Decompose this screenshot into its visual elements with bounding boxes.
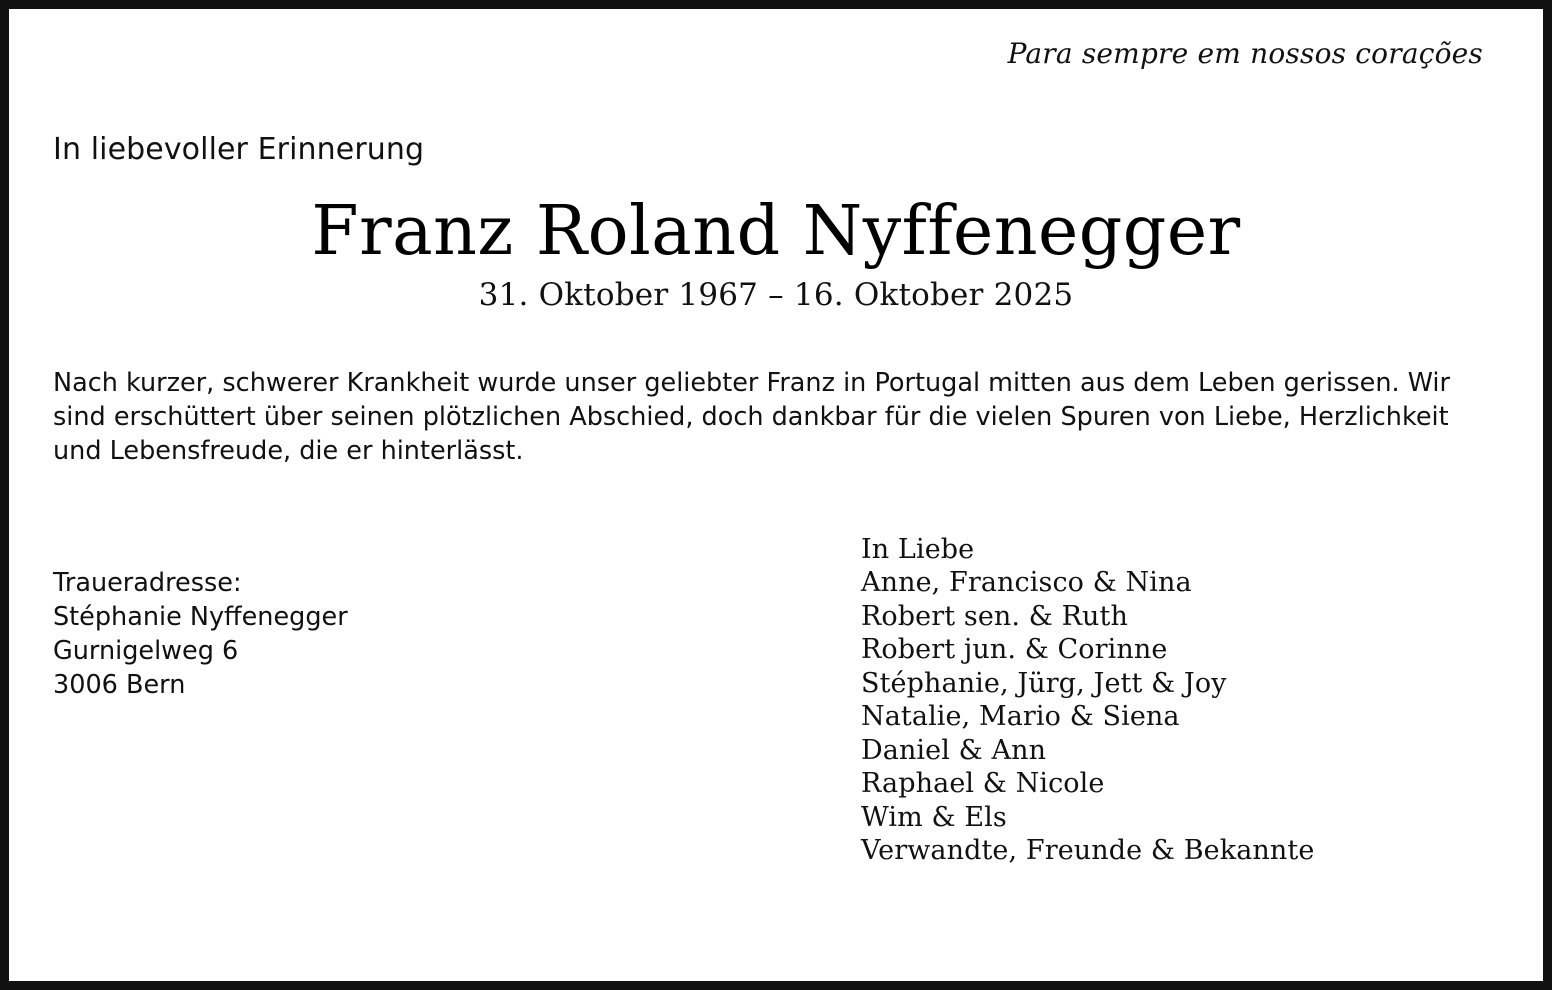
list-item: Robert sen. & Ruth xyxy=(861,600,1128,632)
list-item: Raphael & Nicole xyxy=(861,768,1105,800)
mourning-address-line-3: 3006 Bern xyxy=(53,669,186,700)
motto-text: Para sempre em nossos corações xyxy=(1007,37,1483,70)
list-item: Stéphanie, Jürg, Jett & Joy xyxy=(861,667,1227,699)
list-item: Robert jun. & Corinne xyxy=(861,634,1168,666)
survivors-block xyxy=(853,533,1503,868)
mourning-address-line-2: Gurnigelweg 6 xyxy=(53,635,239,666)
obituary-content xyxy=(49,37,1503,967)
survivors-heading: In Liebe xyxy=(861,533,975,565)
list-item: Daniel & Ann xyxy=(861,734,1047,766)
deceased-name: Franz Roland Nyffenegger xyxy=(311,192,1241,271)
lower-columns xyxy=(49,533,1503,868)
mourning-address-line-1: Stéphanie Nyffenegger xyxy=(53,601,348,632)
mourning-address-block xyxy=(49,533,853,868)
list-item: Anne, Francisco & Nina xyxy=(861,567,1192,599)
obituary-body: Nach kurzer, schwerer Krankheit wurde unser geliebter Franz in Portugal mitten aus dem Leben gerissen. Wir sind erschüttert über seinen plötzlichen Abschied, doch dankbar für die vielen Spuren von Liebe, Herzlichkeit und Lebensfreude, die er hinterlässt. xyxy=(53,368,1450,466)
life-dates: 31. Oktober 1967 – 16. Oktober 2025 xyxy=(478,277,1074,314)
memory-line: In liebevoller Erinnerung xyxy=(53,132,425,167)
list-item: Wim & Els xyxy=(861,801,1007,833)
mourning-address-label: Traueradresse: xyxy=(53,567,242,598)
list-item: Verwandte, Freunde & Bekannte xyxy=(861,835,1315,867)
list-item: Natalie, Mario & Siena xyxy=(861,701,1180,733)
